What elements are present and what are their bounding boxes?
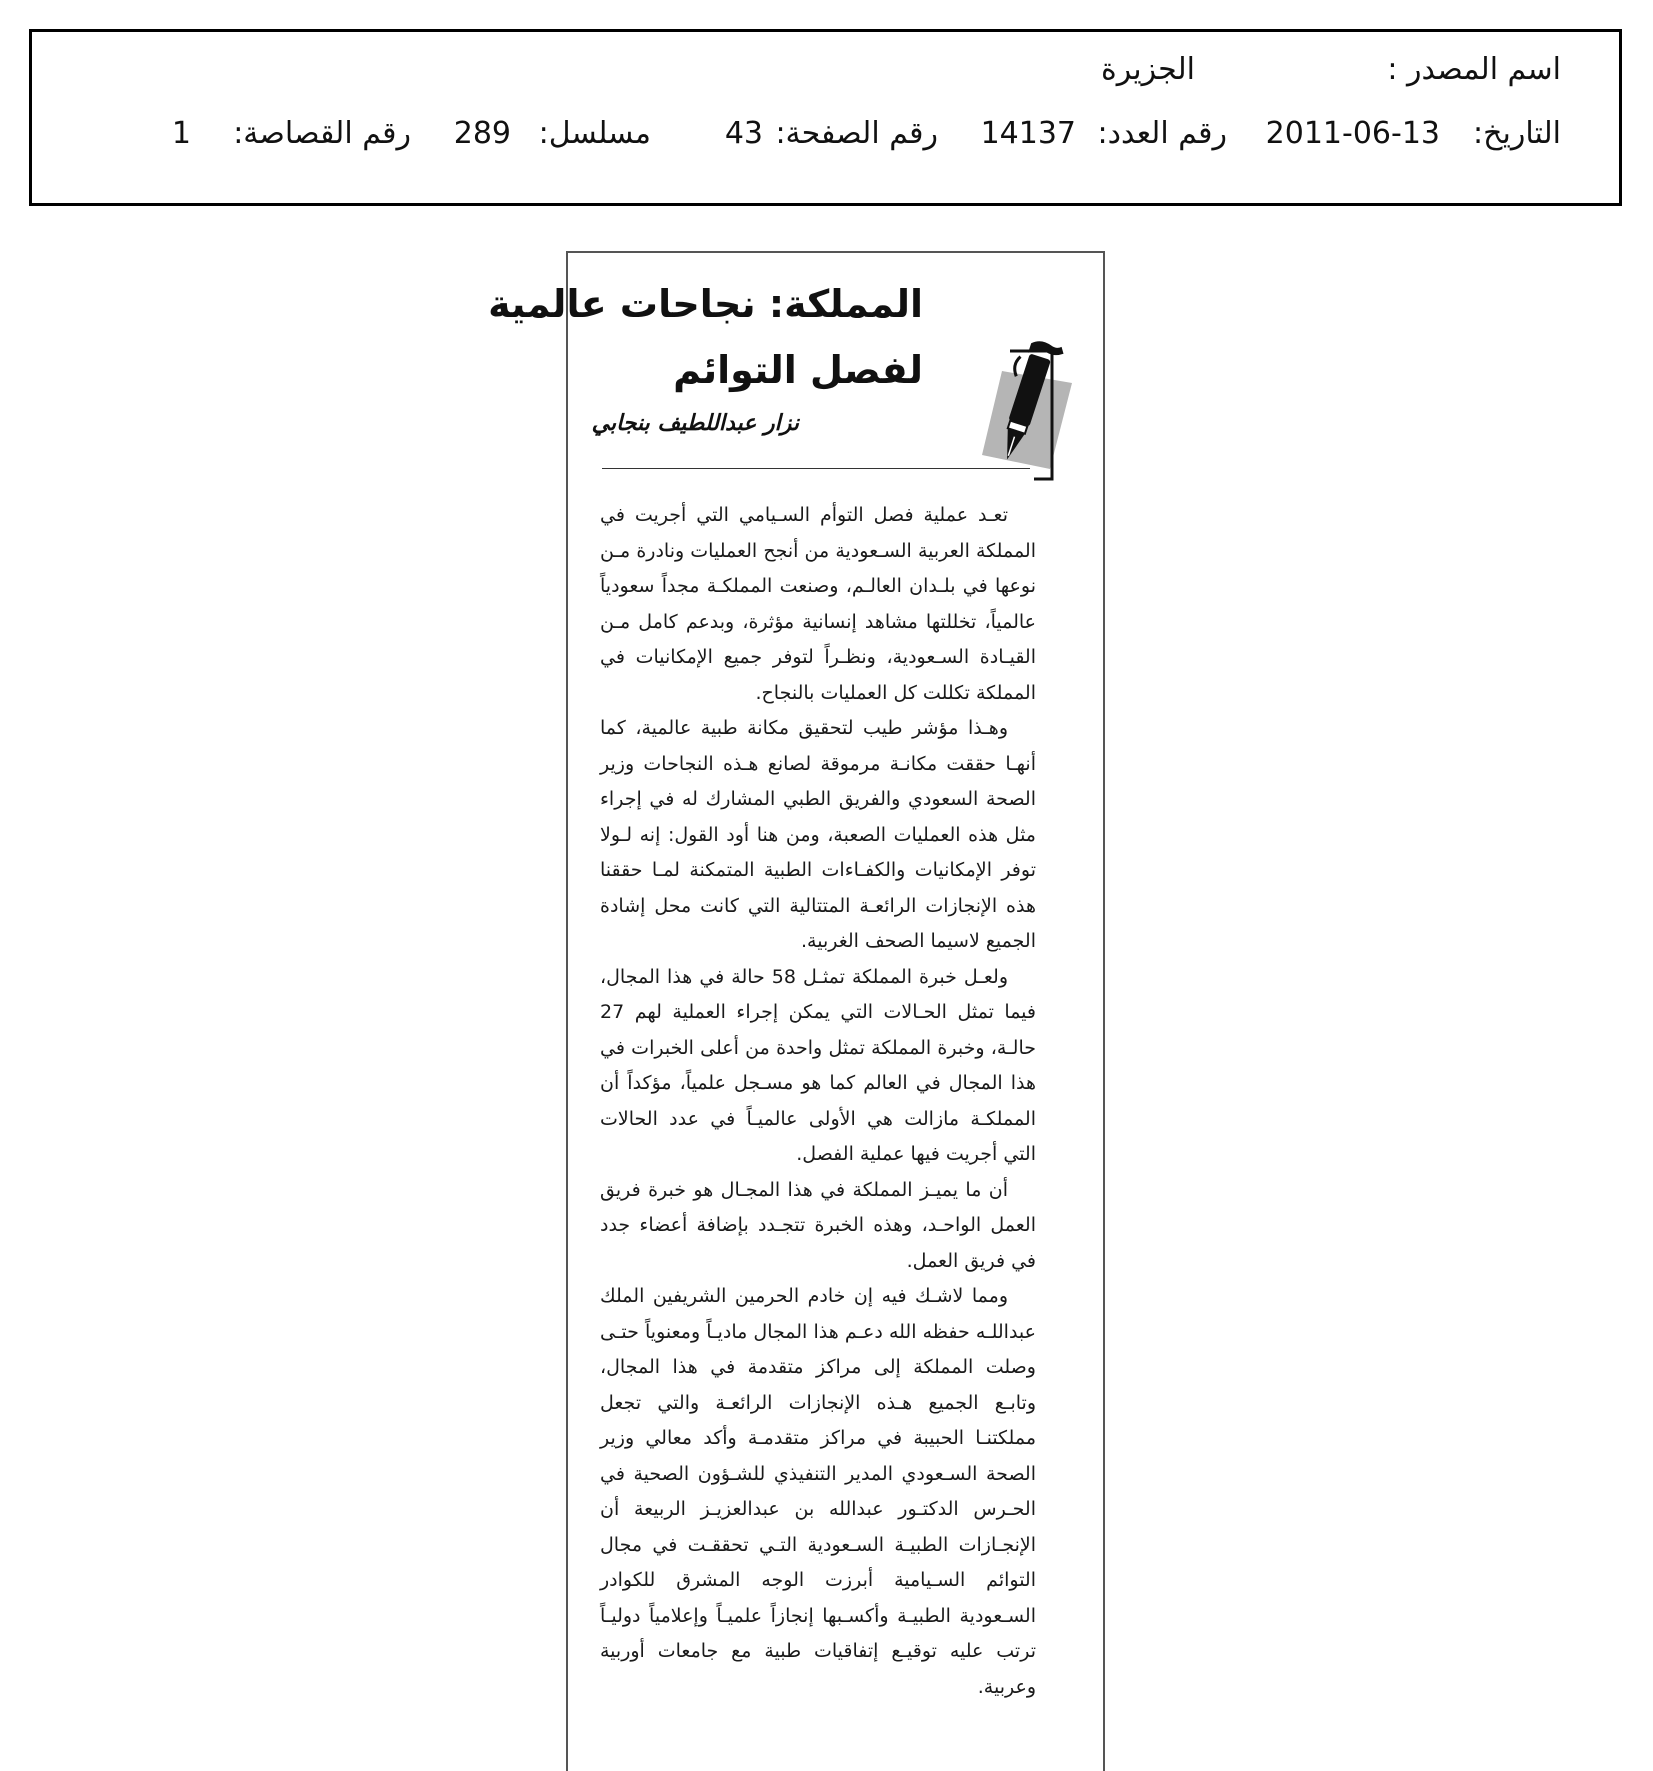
serial-label: مسلسل: — [538, 116, 651, 151]
page-label: رقم الصفحة: — [775, 116, 938, 151]
source-value: الجزيرة — [1100, 52, 1195, 87]
fountain-pen-icon — [980, 331, 1072, 481]
article-paragraph: ولعـل خبرة المملكة تمثـل 58 حالة في هذا المجال، فيما تمثل الحـالات التي يمكن إجراء العملية لهم 27 حالـة، وخبرة المملكة تمثل واحدة من أعلى الخبرات في هذا المجال في العالم كما هو مسـجل علمياً، مؤكداً أن المملكـة مازالت هي الأولى عالميـاً في عدد الحالات التي أجريت فيها عملية الفصل. — [600, 965, 1036, 1165]
article-body — [600, 498, 1036, 1705]
article-headline — [488, 271, 923, 403]
issue-value: 14137 — [980, 116, 1076, 151]
issue-label: رقم العدد: — [1097, 116, 1227, 151]
headline-line-1: المملكة: نجاحات عالمية — [488, 282, 923, 326]
serial-value: 289 — [453, 116, 511, 151]
clip-label: رقم القصاصة: — [233, 116, 411, 151]
article-paragraph: ومما لاشـك فيه إن خادم الحرمين الشريفين الملك عبداللـه حفظه الله دعـم هذا المجال ماديـاً ومعنوياً حتـى وصلت المملكة إلى مراكز متقدمة في هذا المجال، وتابـع الجميع هـذه الإنجازات الرائعـة والتي تجعل مملكتنـا الحبيبة في مراكز متقدمـة وأكد معالي وزير الصحة السـعودي المدير التنفيذي للشـؤون الصحية في الحـرس الدكتـور عبدالله بن عبدالعزيـز الربيعة أن الإنجـازات الطبيـة السـعودية التـي تحققـت في مجال التوائم السـيامية أبرزت الوجه المشرق للكوادر السـعودية الطبيـة وأكسـبها إنجازاً علميـاً وإعلامياً دوليـاً ترتب عليه توقيـع إتفاقيات طبية مع جامعات أوربية وعربية. — [600, 1285, 1036, 1698]
newspaper-clipping — [488, 251, 1105, 1771]
article-paragraph: وهـذا مؤشر طيب لتحقيق مكانة طبية عالمية، كما أنهـا حققت مكانـة مرموقة لصانع هـذه النجاحات وزير الصحة السعودي والفريق الطبي المشارك له في إجراء مثل هذه العمليات الصعبة، ومن هنا أود القول: إنه لـولا توفر الإمكانيات والكفـاءات الطبية المتمكنة لمـا حققنا هذه الإنجازات الرائعـة المتتالية التي كانت محل إشادة الجميع لاسيما الصحف الغربية. — [600, 717, 1036, 952]
headline-line-2: لفصل التوائم — [673, 348, 923, 392]
article-author: نزار عبداللطيف بنجابي — [591, 411, 799, 436]
date-value: 2011-06-13 — [1265, 116, 1440, 151]
date-label: التاريخ: — [1473, 116, 1561, 151]
article-paragraph: تعـد عملية فصل التوأم السـيامي التي أجريت في المملكة العربية السـعودية من أنجح العمليات ونادرة مـن نوعها في بلـدان العالـم، وصنعت المملكـة مجداً سعودياً عالمياً، تخللتها مشاهد إنسانية مؤثرة، وبدعم كامل مـن القيـادة السـعودية، ونظـراً لتوفر جميع الإمكانيات في المملكة تكللت كل العمليات بالنجاح. — [600, 504, 1036, 704]
clip-value: 1 — [171, 116, 191, 151]
page-value: 43 — [724, 116, 763, 151]
article-paragraph: أن ما يميـز المملكة في هذا المجـال هو خبرة فريق العمل الواحـد، وهذه الخبرة تتجـدد بإضافة أعضاء جدد في فريق العمل. — [600, 1178, 1036, 1272]
source-label: اسم المصدر : — [1387, 52, 1561, 87]
headline-divider — [602, 468, 1030, 469]
clipping-metadata-box — [29, 29, 1622, 206]
